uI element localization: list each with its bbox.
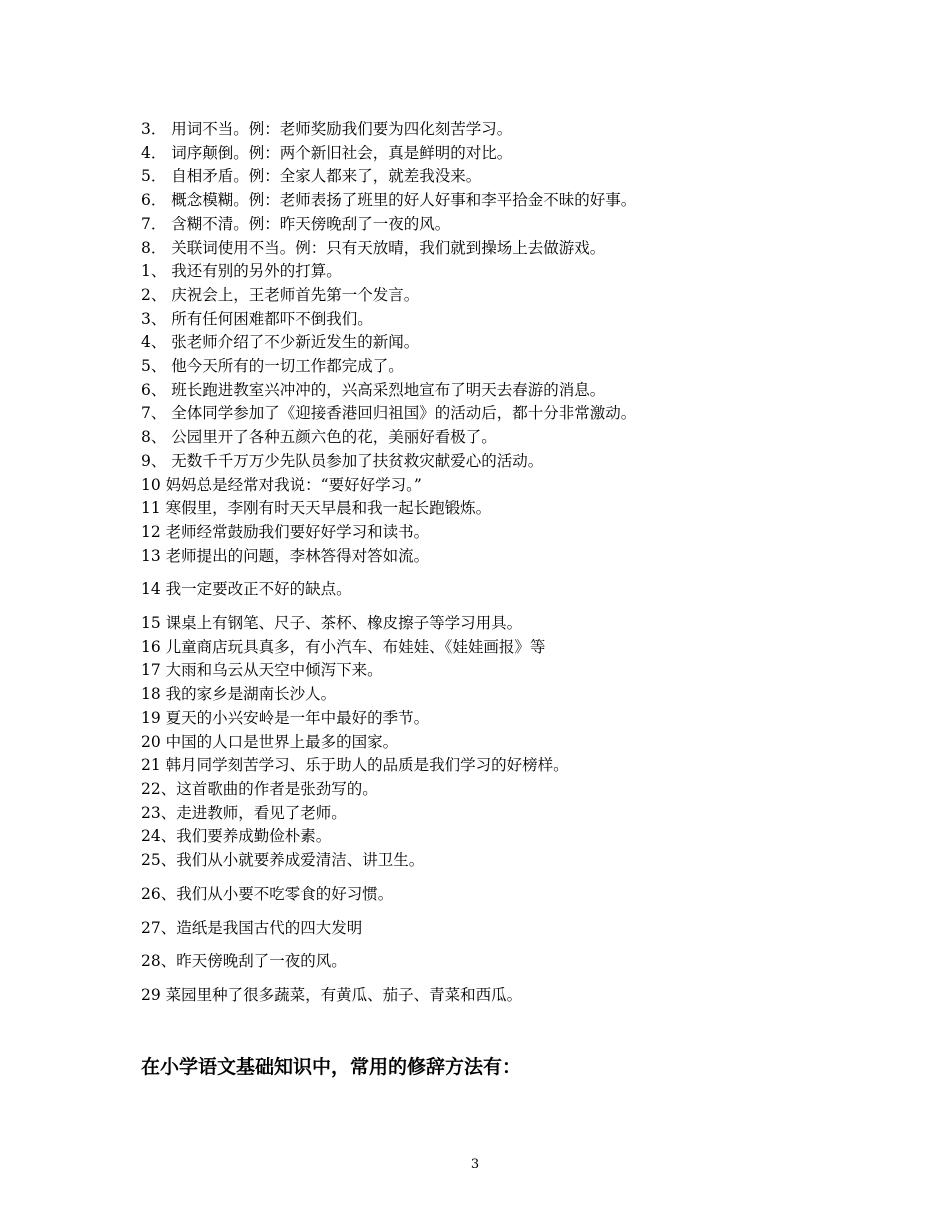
- list-item: 5、 他今天所有的一切工作都完成了。: [141, 357, 404, 376]
- sentence-list: [141, 118, 881, 1008]
- list-item: 18 我的家乡是湖南长沙人。: [141, 685, 337, 704]
- list-item: 8、 公园里开了各种五颜六色的花，美丽好看极了。: [141, 428, 497, 447]
- list-item: 19 夏天的小兴安岭是一年中最好的季节。: [141, 708, 430, 727]
- list-item: 15 课桌上有钢笔、尺子、茶杯、橡皮擦子等学习用具。: [141, 614, 523, 633]
- list-item: 3． 用词不当。例：老师奖励我们要为四化刻苦学习。: [141, 120, 513, 138]
- list-item: 27、造纸是我国古代的四大发明: [141, 918, 363, 937]
- list-item: 16 儿童商店玩具真多，有小汽车、布娃娃、《娃娃画报》等: [141, 637, 546, 656]
- list-item: 7、 全体同学参加了《迎接香港回归祖国》的活动后，都十分非常激动。: [141, 404, 637, 423]
- list-item: 22、这首歌曲的作者是张劲写的。: [141, 779, 378, 798]
- list-item: 12 老师经常鼓励我们要好好学习和读书。: [141, 522, 430, 541]
- list-item: 8． 关联词使用不当。例：只有天放晴，我们就到操场上去做游戏。: [141, 238, 606, 257]
- list-item: 28、昨天傍晚刮了一夜的风。: [141, 952, 347, 971]
- list-item: 23、走进教师，看见了老师。: [141, 803, 347, 822]
- list-item: 29 菜园里种了很多蔬菜，有黄瓜、茄子、青菜和西瓜。: [141, 985, 523, 1004]
- list-item: 13 老师提出的问题，李林答得对答如流。: [141, 546, 430, 565]
- list-item: 25、我们从小就要养成爱清洁、讲卫生。: [141, 851, 425, 870]
- list-item: 6、 班长跑进教室兴冲冲的，兴高采烈地宣布了明天去春游的消息。: [141, 380, 606, 399]
- list-item: 2、 庆祝会上，王老师首先第一个发言。: [141, 285, 420, 304]
- list-item: 11 寒假里，李刚有时天天早晨和我一起长跑锻炼。: [141, 499, 492, 518]
- list-item: 24、我们要养成勤俭朴素。: [141, 827, 332, 846]
- list-item: 3、 所有任何困难都吓不倒我们。: [141, 309, 373, 328]
- list-item: 5． 自相矛盾。例：全家人都来了，就差我没来。: [141, 167, 482, 186]
- list-item: 7． 含糊不清。例：昨天傍晚刮了一夜的风。: [141, 214, 451, 233]
- section-heading: 在小学语文基础知识中，常用的修辞方法有：: [141, 1056, 522, 1078]
- list-item: 1、 我还有别的另外的打算。: [141, 262, 342, 281]
- list-item: 20 中国的人口是世界上最多的国家。: [141, 732, 399, 751]
- list-item: 9、 无数千千万万少先队员参加了扶贫救灾献爱心的活动。: [141, 451, 544, 470]
- list-item: 17 大雨和乌云从天空中倾泻下来。: [141, 661, 383, 680]
- list-item: 4． 词序颠倒。例：两个新旧社会，真是鲜明的对比。: [141, 143, 513, 162]
- list-item: 4、 张老师介绍了不少新近发生的新闻。: [141, 333, 420, 352]
- page-number: 3: [470, 1157, 480, 1172]
- list-item: 10 妈妈总是经常对我说：“要好好学习。”: [141, 475, 422, 494]
- list-item: 21 韩月同学刻苦学习、乐于助人的品质是我们学习的好榜样。: [141, 756, 569, 775]
- list-item: 26、我们从小要不吃零食的好习惯。: [141, 884, 394, 903]
- list-item: 6． 概念模糊。例：老师表扬了班里的好人好事和李平拾金不昧的好事。: [141, 191, 637, 210]
- list-item: 14 我一定要改正不好的缺点。: [141, 580, 352, 599]
